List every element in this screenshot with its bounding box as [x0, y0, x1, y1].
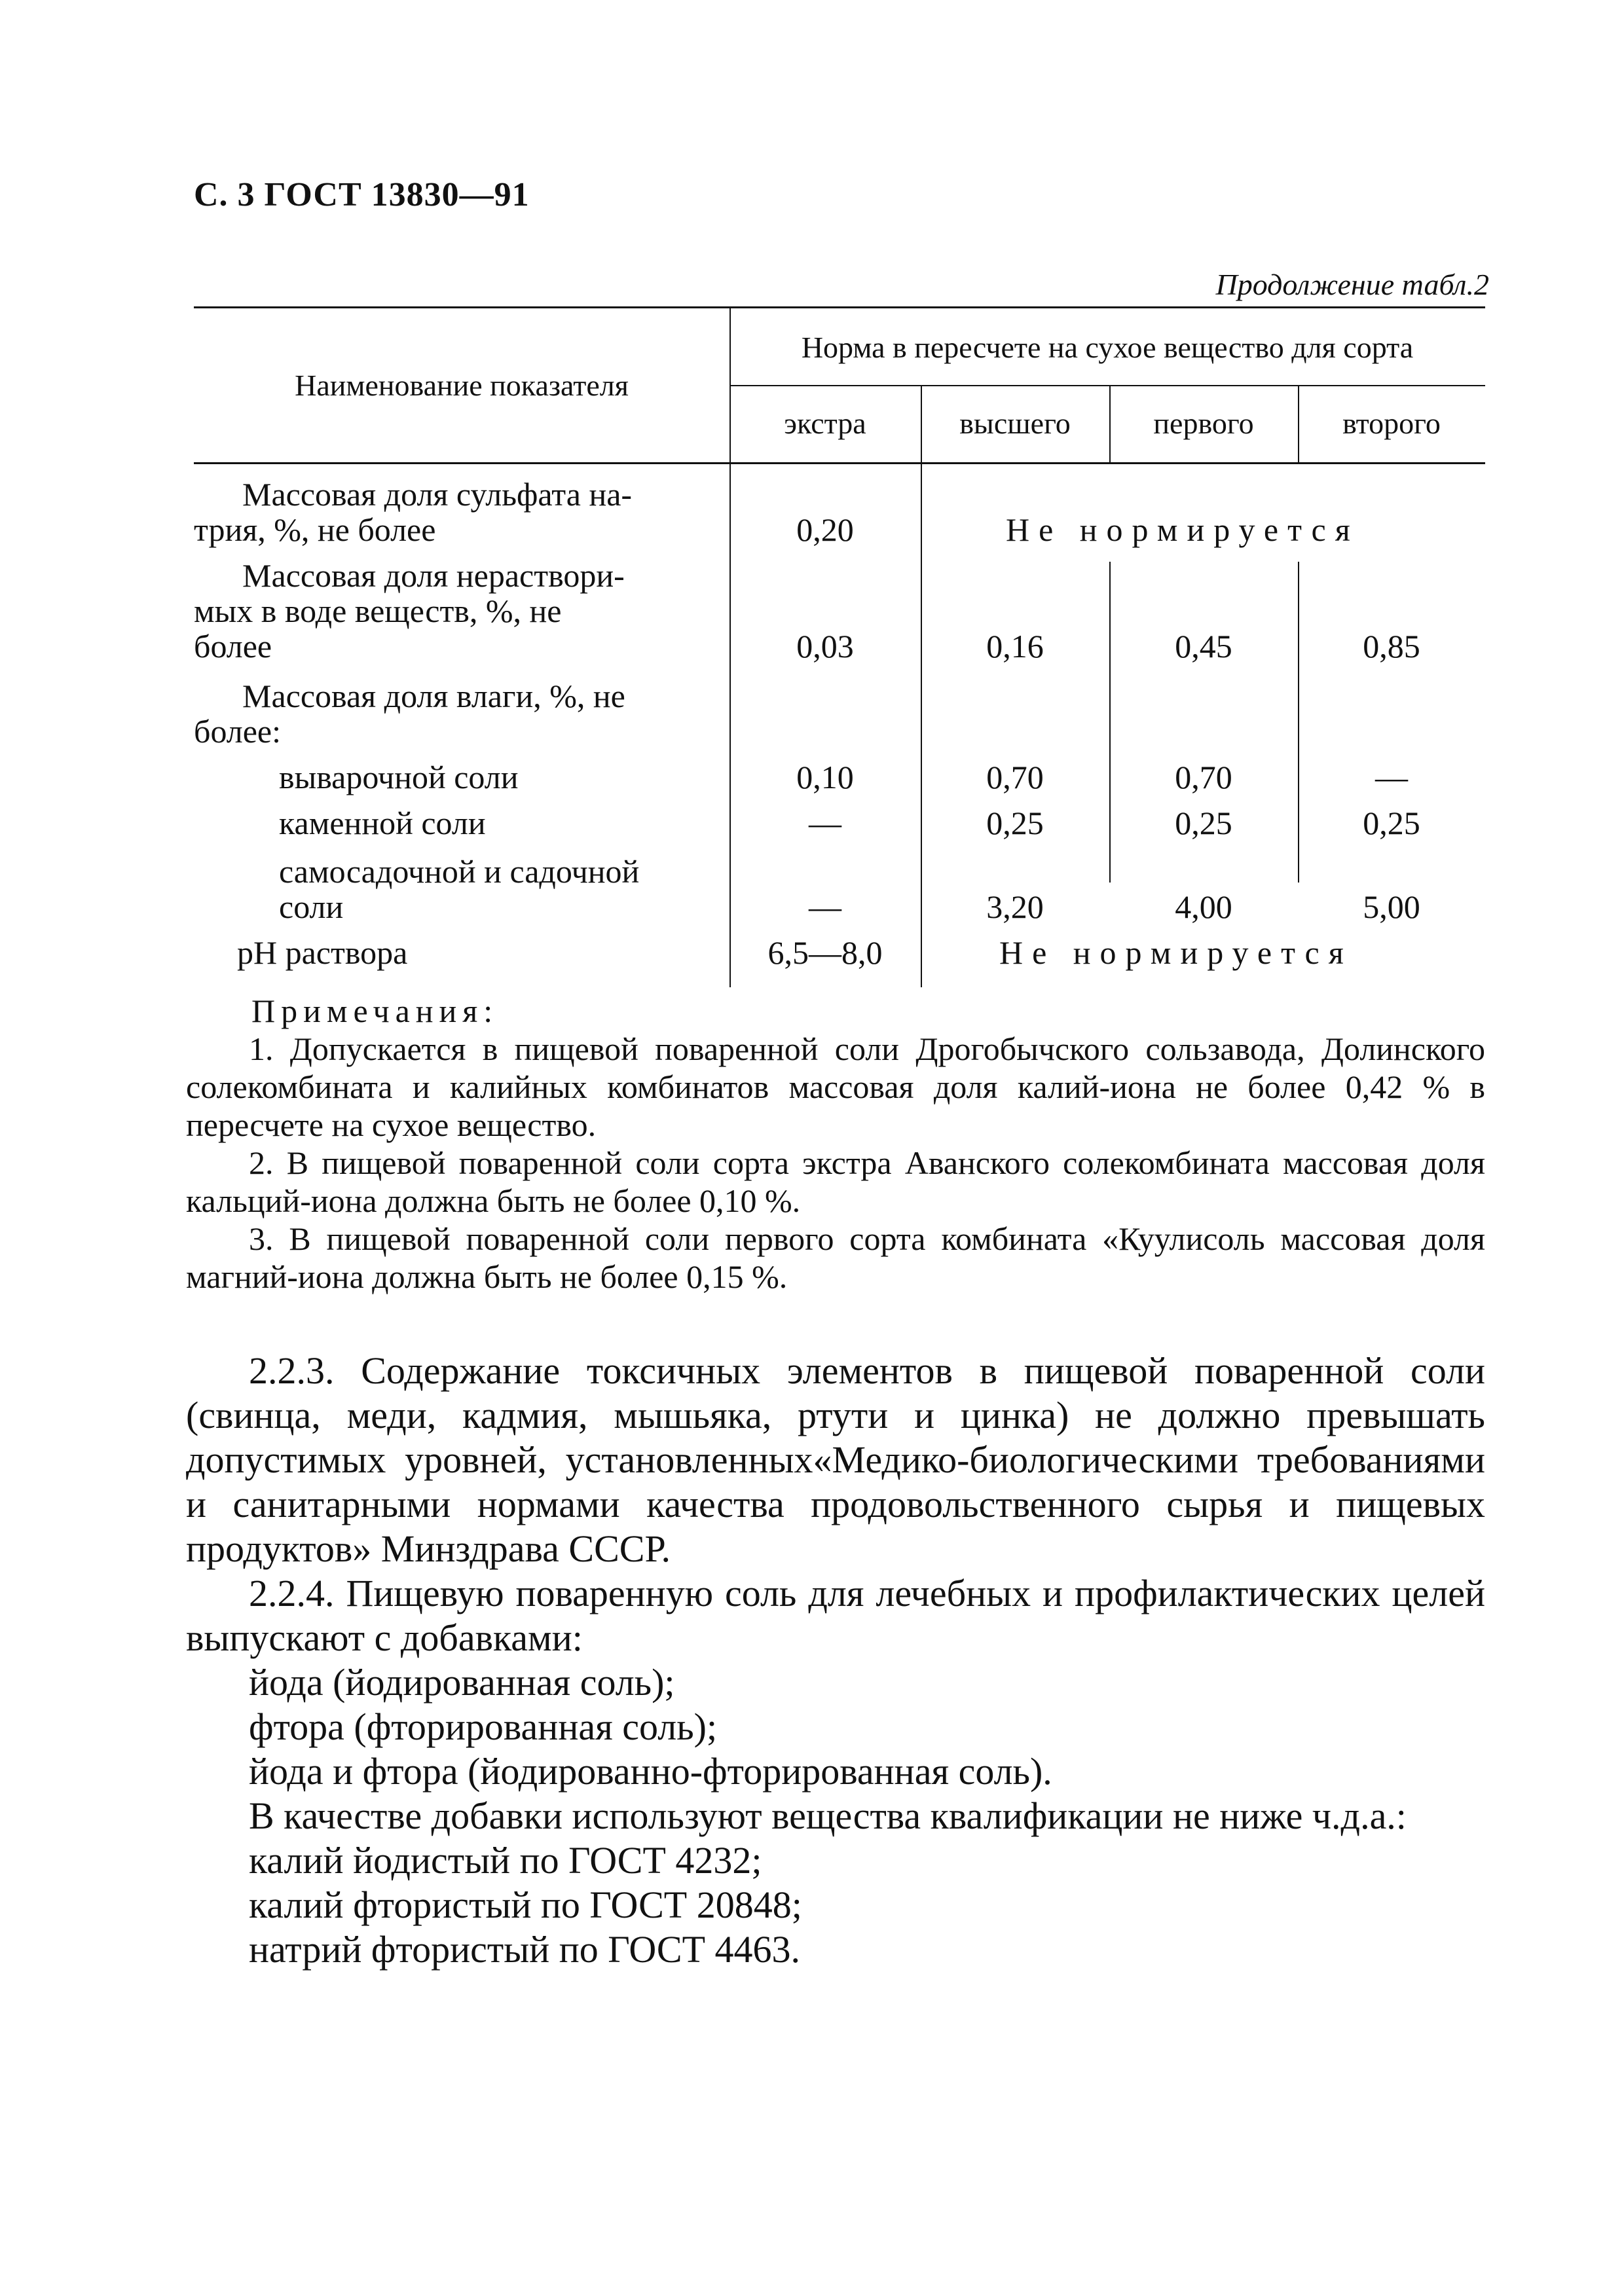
row-label-line: более:: [194, 713, 282, 750]
value-cell: —: [809, 805, 841, 841]
row-label-line: соли: [279, 888, 344, 925]
grade-second: второго: [1342, 407, 1441, 440]
grade-higher: высшего: [959, 407, 1071, 440]
value-cell: —: [1375, 759, 1408, 795]
value-cell: 5,00: [1363, 888, 1420, 925]
notes-title: Примечания:: [251, 993, 499, 1029]
value-cell: 0,03: [796, 628, 854, 665]
value-cell: 0,20: [796, 511, 854, 548]
additive-item: фтора (фторированная соль);: [249, 1705, 718, 1748]
value-cell: 0,25: [1363, 805, 1420, 841]
row-label-line: рН раствора: [237, 934, 408, 971]
value-cell: 3,20: [986, 888, 1044, 925]
note-item: 1. Допускается в пищевой поваренной соли Дрогобычского сользавода, Долинского солекомбината и калийных комбинатов массовая доля калий-иона не более 0,42 % в пересчете на сухое вещество.: [186, 1030, 1485, 1143]
additives-list: [186, 1660, 1485, 1794]
value-cell: 0,10: [796, 759, 854, 795]
row-label-line: выварочной соли: [279, 759, 519, 795]
value-cell: 0,45: [1175, 628, 1232, 665]
page-header: С. 3 ГОСТ 13830—91: [194, 176, 530, 213]
row-label-line: трия, %, не более: [194, 511, 436, 548]
col-header-name: Наименование показателя: [295, 369, 629, 402]
norms-table: [194, 306, 1485, 987]
row-label-line: каменной соли: [279, 805, 486, 841]
additive-item: йода и фтора (йодированно-фторированная соль).: [249, 1750, 1052, 1793]
value-cell: 0,16: [986, 628, 1044, 665]
value-cell: 0,25: [1175, 805, 1232, 841]
row-label-line: самосадочной и садочной: [279, 853, 640, 890]
not-regulated: Не нормируется: [999, 934, 1353, 971]
additive-item: йода (йодированная соль);: [249, 1661, 675, 1704]
grade-first: первого: [1153, 407, 1254, 440]
value-cell: 4,00: [1175, 888, 1232, 925]
value-cell: 0,70: [986, 759, 1044, 795]
notes-section: [186, 992, 1485, 1296]
grade-extra: экстра: [784, 407, 866, 440]
not-regulated: Не нормируется: [1006, 511, 1359, 548]
substance-item: калий йодистый по ГОСТ 4232;: [249, 1839, 762, 1882]
note-item: 2. В пищевой поваренной соли сорта экстра Аванского солекомбината массовая доля кальций-иона должна быть не более 0,10 %.: [186, 1144, 1485, 1219]
paragraph-2-2-3: 2.2.3. Содержание токсичных элементов в пищевой поваренной соли (свинца, меди, кадмия, мышьяка, ртути и цинка) не должно превышать допустимых уровней, установленных«Медико-биологическими требованиями и санитарными нормами качества продовольственного сырья и пищевых продуктов» Минздрава СССР.: [186, 1349, 1485, 1570]
row-label-line: Массовая доля сульфата на-: [242, 476, 633, 513]
value-cell: 6,5—8,0: [767, 934, 883, 971]
body-text: [186, 1349, 1485, 1972]
note-item: 3. В пищевой поваренной соли первого сорта комбината «Куулисоль массовая доля магний-иона должна быть не более 0,15 %.: [186, 1220, 1485, 1295]
header-sub-rule: [729, 385, 1485, 386]
substances-list: [186, 1838, 1485, 1972]
paragraph-2-2-4: 2.2.4. Пищевую поваренную соль для лечебных и профилактических целей выпускают с добавками:: [186, 1572, 1485, 1659]
value-cell: 0,85: [1363, 628, 1420, 665]
row-label-line: Массовая доля нераствори-: [242, 557, 625, 594]
paragraph-quality: В качестве добавки используют вещества квалификации не ниже ч.д.а.:: [249, 1795, 1407, 1837]
value-cell: 0,70: [1175, 759, 1232, 795]
row-label-line: мых в воде веществ, %, не: [194, 592, 562, 629]
row-label-line: более: [194, 628, 272, 665]
table-top-rule: [194, 306, 1485, 308]
substance-item: калий фтористый по ГОСТ 20848;: [249, 1884, 802, 1926]
substance-item: натрий фтористый по ГОСТ 4463.: [249, 1928, 801, 1971]
header-bottom-rule: [194, 462, 1485, 464]
table-caption: Продолжение табл.2: [1215, 268, 1489, 301]
value-cell: —: [809, 888, 841, 925]
row-label-line: Массовая доля влаги, %, не: [242, 678, 625, 714]
value-cell: 0,25: [986, 805, 1044, 841]
col-header-norm: Норма в пересчете на сухое вещество для сорта: [801, 331, 1414, 364]
